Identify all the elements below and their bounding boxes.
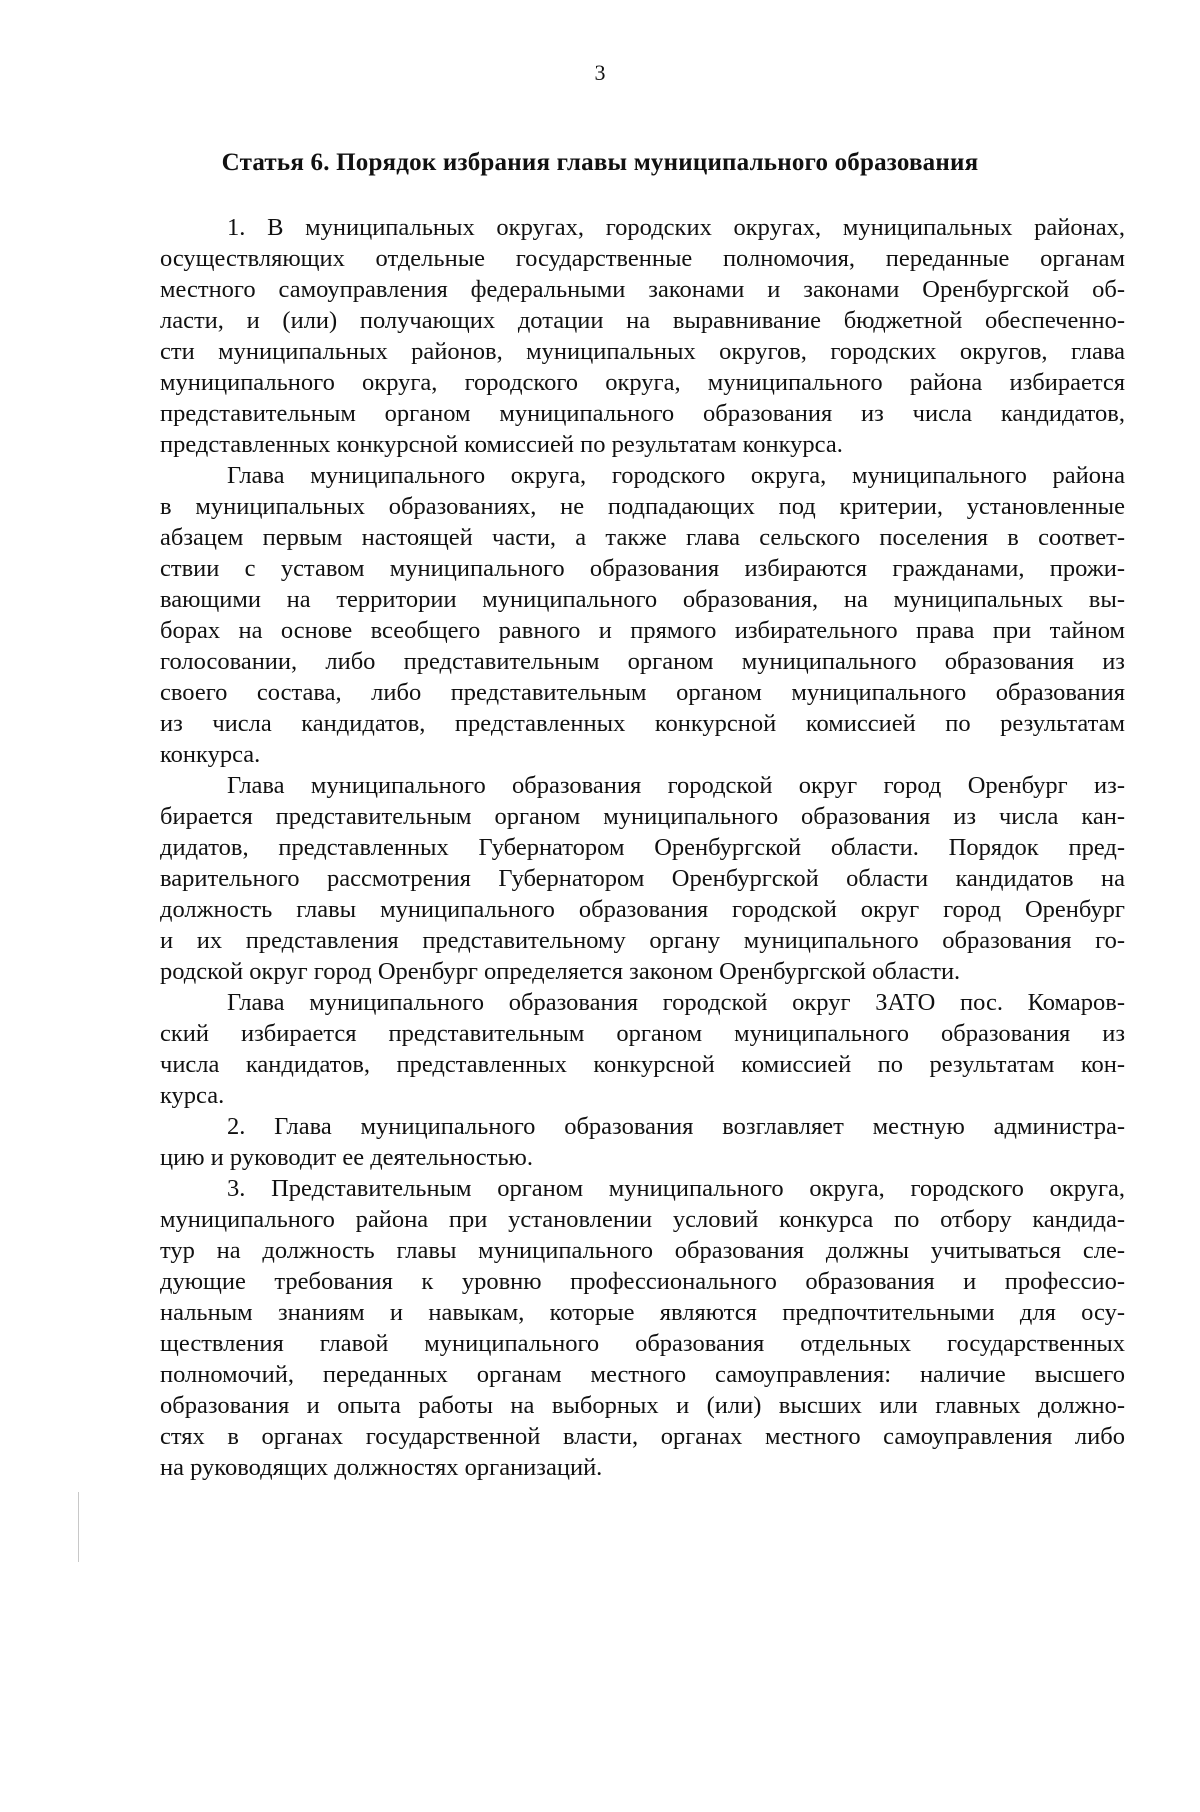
text-line: стях в органах государственной власти, органах местного самоуправления либо (160, 1423, 1125, 1450)
text-line: ский избирается представительным органом муниципального образования из (160, 1020, 1125, 1047)
text-line: конкурса. (160, 741, 261, 768)
text-line: борах на основе всеобщего равного и прямого избирательного права при тайном (160, 617, 1125, 644)
text-line: образования и опыта работы на выборных и (или) высших или главных должно- (160, 1392, 1125, 1419)
text-line: местного самоуправления федеральными законами и законами Оренбургской об- (160, 276, 1125, 303)
text-line: должность главы муниципального образования городской округ город Оренбург (160, 896, 1125, 923)
text-line: бирается представительным органом муниципального образования из числа кан- (160, 803, 1125, 830)
text-line: числа кандидатов, представленных конкурсной комиссией по результатам кон- (160, 1051, 1125, 1078)
text-line: варительного рассмотрения Губернатором Оренбургской области кандидатов на (160, 865, 1125, 892)
text-line: вающими на территории муниципального образования, на муниципальных вы- (160, 586, 1125, 613)
text-line: представительным органом муниципального образования из числа кандидатов, (160, 400, 1125, 427)
text-line: в муниципальных образованиях, не подпадающих под критерии, установленные (160, 493, 1125, 520)
text-line: своего состава, либо представительным органом муниципального образования (160, 679, 1125, 706)
text-line: муниципального района при установлении условий конкурса по отбору кандида- (160, 1206, 1125, 1233)
text-line: ществления главой муниципального образования отдельных государственных (160, 1330, 1125, 1357)
text-line: 3. Представительным органом муниципального округа, городского округа, (227, 1175, 1125, 1202)
text-line: сти муниципальных районов, муниципальных округов, городских округов, глава (160, 338, 1125, 365)
text-line: дующие требования к уровню профессионального образования и профессио- (160, 1268, 1125, 1295)
text-line: 2. Глава муниципального образования возглавляет местную администра- (227, 1113, 1125, 1140)
text-line: дидатов, представленных Губернатором Оренбургской области. Порядок пред- (160, 834, 1125, 861)
text-line: осуществляющих отдельные государственные полномочия, переданные органам (160, 245, 1125, 272)
page-number: 3 (594, 60, 606, 85)
article-heading: Статья 6. Порядок избрания главы муниципального образования (221, 149, 979, 176)
text-line: на руководящих должностях организаций. (160, 1454, 603, 1481)
text-line: ласти, и (или) получающих дотации на выравнивание бюджетной обеспеченно- (160, 307, 1125, 334)
text-line: Глава муниципального образования городской округ ЗАТО пос. Комаров- (227, 989, 1125, 1016)
text-line: родской округ город Оренбург определяется законом Оренбургской области. (160, 958, 961, 985)
text-line: Глава муниципального округа, городского округа, муниципального района (227, 462, 1125, 489)
text-line: из числа кандидатов, представленных конкурсной комиссией по результатам (160, 710, 1125, 737)
scan-margin-mark (78, 1492, 79, 1562)
text-line: голосовании, либо представительным органом муниципального образования из (160, 648, 1125, 675)
text-line: представленных конкурсной комиссией по результатам конкурса. (160, 431, 843, 458)
text-line: ствии с уставом муниципального образования избираются гражданами, прожи- (160, 555, 1125, 582)
text-line: Глава муниципального образования городской округ город Оренбург из- (227, 772, 1125, 799)
text-line: абзацем первым настоящей части, а также глава сельского поселения в соответ- (160, 524, 1125, 551)
text-line: и их представления представительному органу муниципального образования го- (160, 927, 1125, 954)
text-line: 1. В муниципальных округах, городских округах, муниципальных районах, (227, 214, 1125, 241)
text-line: цию и руководит ее деятельностью. (160, 1144, 533, 1171)
text-line: муниципального округа, городского округа, муниципального района избирается (160, 369, 1125, 396)
text-line: полномочий, переданных органам местного самоуправления: наличие высшего (160, 1361, 1125, 1388)
text-line: нальным знаниям и навыкам, которые являются предпочтительными для осу- (160, 1299, 1125, 1326)
text-line: курса. (160, 1082, 225, 1109)
text-line: тур на должность главы муниципального образования должны учитываться сле- (160, 1237, 1125, 1264)
